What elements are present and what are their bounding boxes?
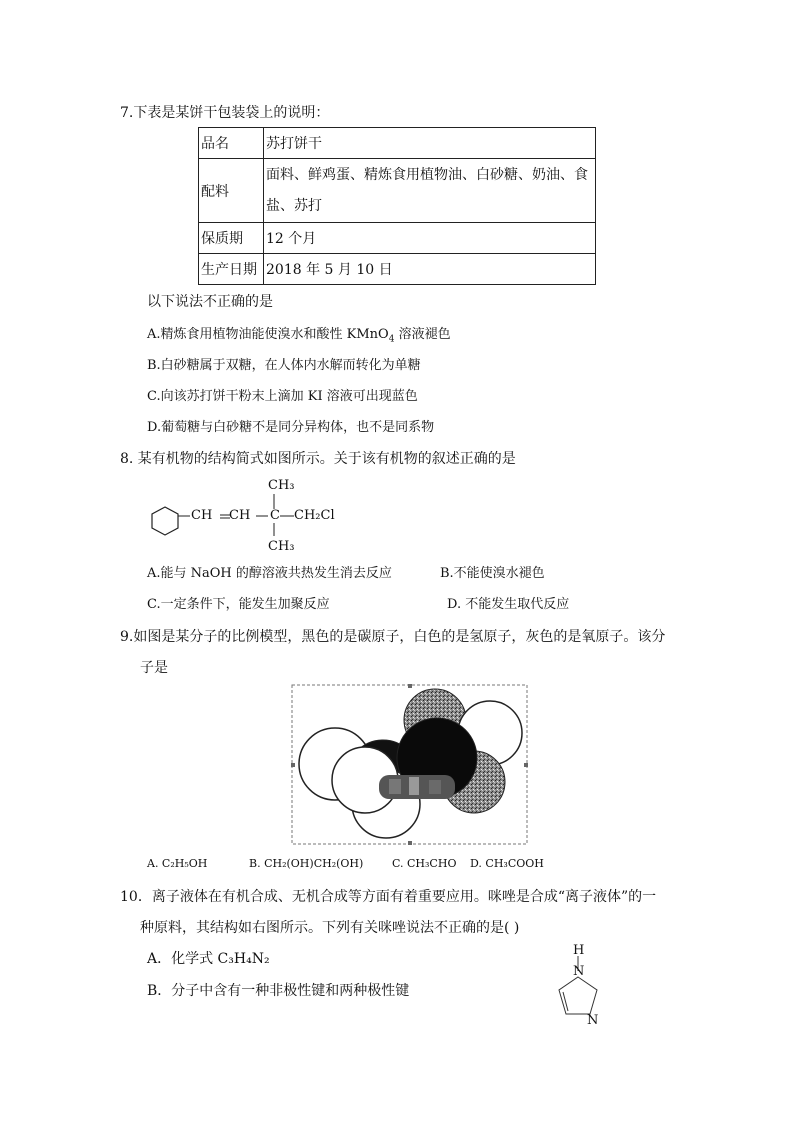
table-value: 12 个月 — [264, 223, 596, 254]
q7-stem: 7.下表是某饼干包装袋上的说明： — [120, 105, 330, 121]
table-key: 品名 — [199, 128, 264, 159]
q7-prompt: 以下说法不正确的是 — [147, 294, 273, 310]
q9-stem-line-2: 子是 — [140, 660, 168, 676]
ch2cl-group: CH₂Cl — [294, 508, 335, 523]
q8-option-a: A.能与 NaOH 的醇溶液共热发生消去反应 — [147, 566, 392, 581]
q10-stem-line-2: 种原料，其结构如右图所示。下列有关咪唑说法不正确的是( ) — [140, 920, 520, 936]
chain-ch-2: CH — [229, 508, 251, 523]
q8-option-b: B.不能使溴水褪色 — [440, 566, 545, 581]
table-key: 生产日期 — [199, 254, 264, 285]
ingredients-line-1: 面料、鲜鸡蛋、精炼食用植物油、白砂糖、奶油、食 — [266, 166, 588, 183]
chain-ch-1: CH — [191, 508, 213, 523]
table-value: 苏打饼干 — [264, 128, 596, 159]
ch3-bottom: CH₃ — [268, 539, 295, 554]
ingredients-line-2: 盐、苏打 — [266, 197, 322, 214]
atom-h: H — [573, 943, 585, 958]
q8-stem: 8. 某有机物的结构简式如图所示。关于该有机物的叙述正确的是 — [120, 451, 516, 467]
table-value: 2018 年 5 月 10 日 — [264, 254, 596, 285]
q9-option-a: A. C₂H₅OH — [147, 857, 208, 870]
q8-option-c: C.一定条件下，能发生加聚反应 — [147, 597, 330, 612]
space-filling-model — [291, 684, 529, 846]
q9-option-c: C. CH₃CHO — [392, 857, 457, 870]
q7-option-d: D.葡萄糖与白砂糖不是同分异构体，也不是同系物 — [147, 420, 435, 435]
table-value — [264, 159, 596, 223]
q7-option-a: A.精炼食用植物油能使溴水和酸性 KMnO$_4$ 溶液褪色 — [147, 327, 451, 345]
q10-option-b: B．分子中含有一种非极性键和两种极性键 — [147, 983, 410, 999]
q9-option-d: D. CH₃COOH — [470, 857, 544, 870]
q10-stem-line-1: 10．离子液体在有机合成、无机合成等方面有着重要应用。咪唑是合成“离子液体”的一 — [120, 889, 657, 905]
table-row — [199, 254, 596, 285]
table-row — [199, 223, 596, 254]
q8-option-d: D. 不能发生取代反应 — [447, 597, 570, 612]
imidazole-ring-icon — [559, 977, 597, 1014]
q7-option-b: B.白砂糖属于双糖，在人体内水解而转化为单糖 — [147, 358, 421, 373]
table-row — [199, 128, 596, 159]
table-row — [199, 159, 596, 223]
table-key: 保质期 — [199, 223, 264, 254]
table-key: 配料 — [199, 159, 264, 223]
ch3-top: CH₃ — [268, 478, 295, 493]
q9-option-b: B. CH₂(OH)CH₂(OH) — [249, 857, 364, 870]
benzene-ring-icon — [152, 507, 178, 535]
atom-n-top: N — [573, 964, 585, 979]
q10-option-a: A．化学式 C₃H₄N₂ — [147, 951, 270, 967]
product-info-table — [198, 127, 596, 285]
atom-n-bottom: N — [587, 1013, 599, 1028]
center-carbon: C — [270, 508, 280, 523]
q9-stem-line-1: 9.如图是某分子的比例模型，黑色的是碳原子，白色的是氢原子，灰色的是氧原子。该分 — [120, 629, 666, 645]
q7-option-c: C.向该苏打饼干粉末上滴加 KI 溶液可出现蓝色 — [147, 389, 418, 404]
